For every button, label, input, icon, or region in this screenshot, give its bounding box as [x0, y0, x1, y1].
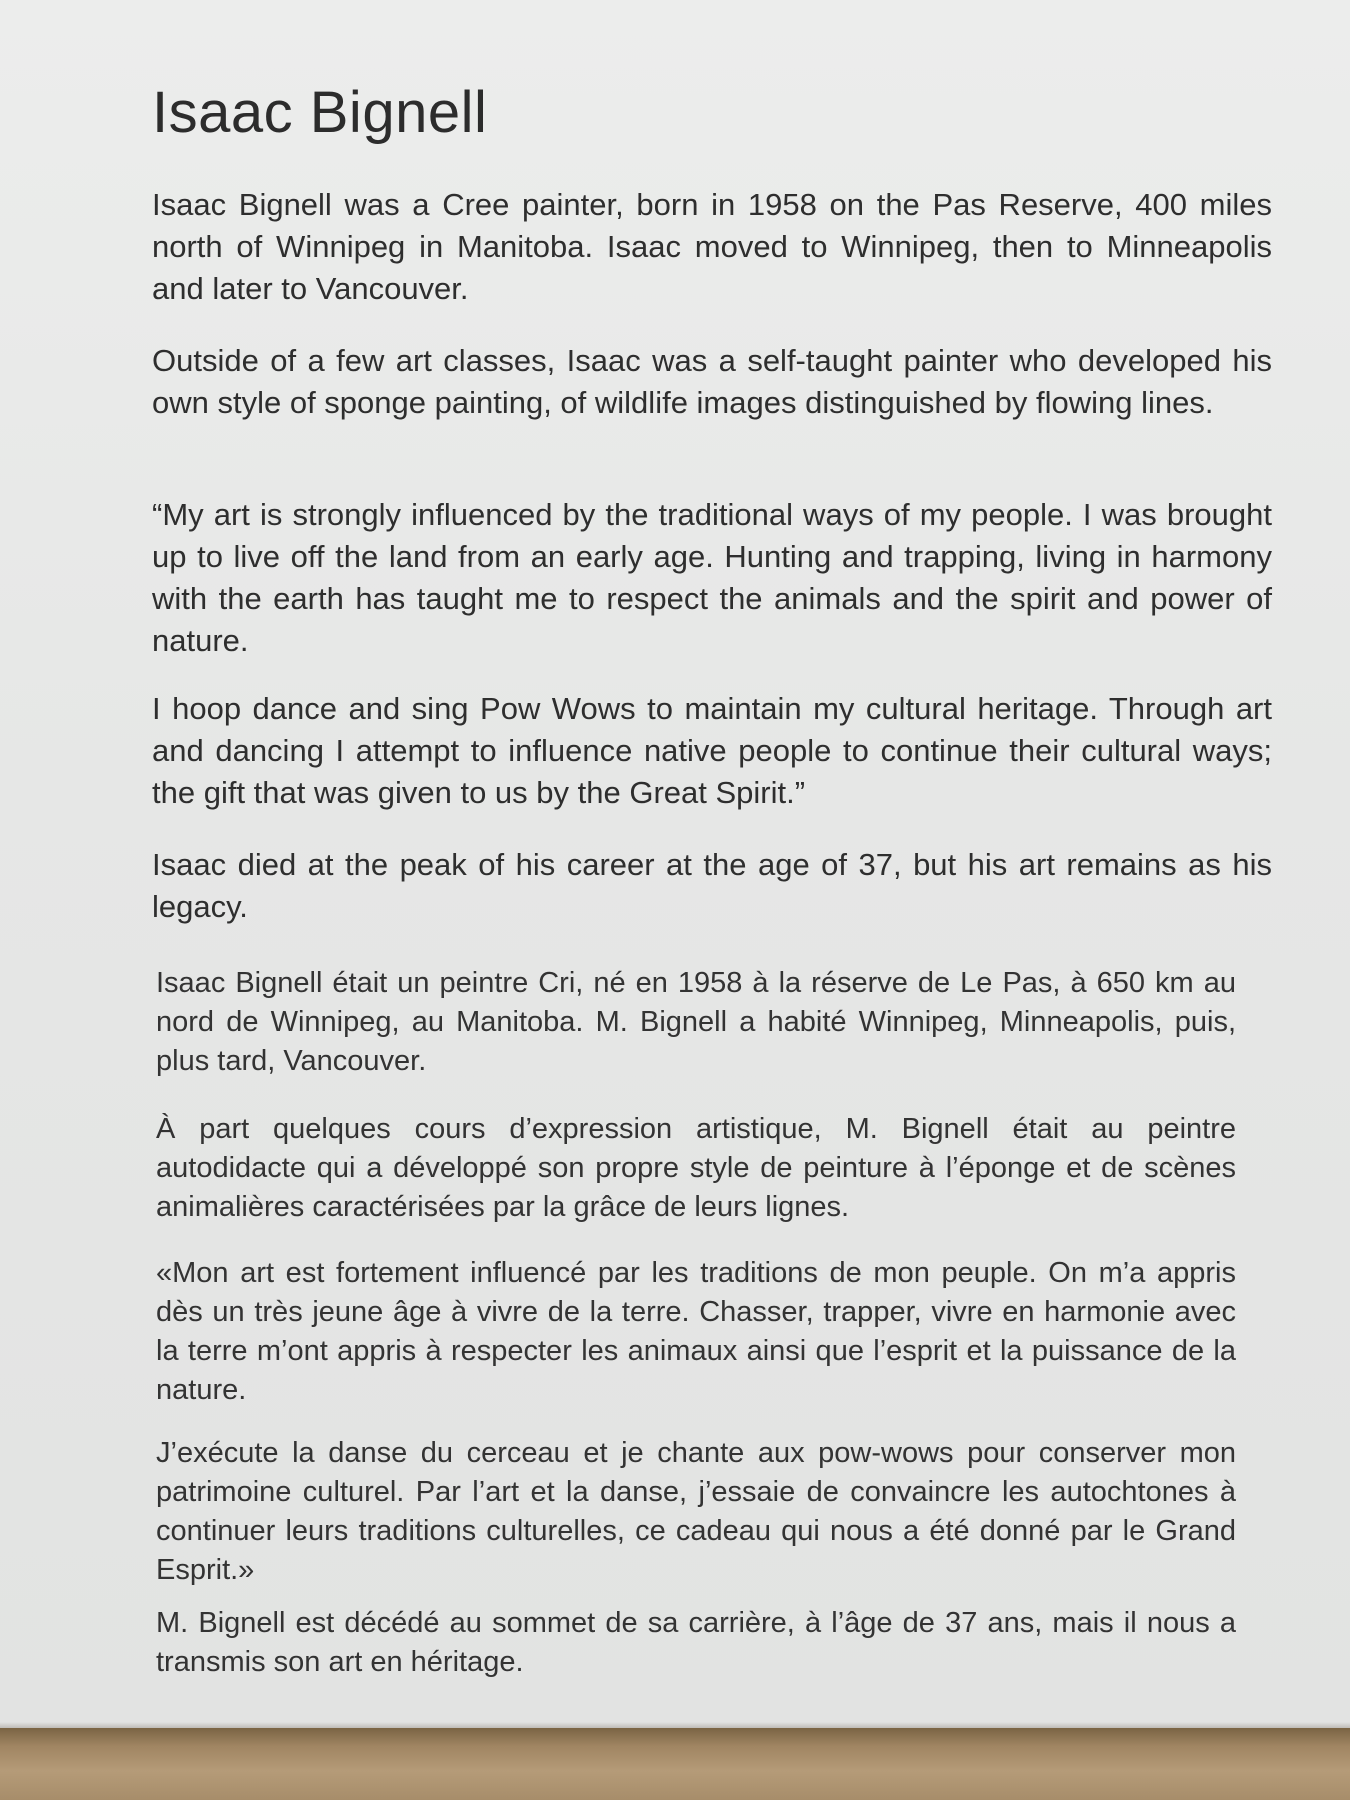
french-paragraph-4: J’exécute la danse du cerceau et je chante aux pow-wows pour conserver mon patrimoine culturel. Par l’art et la danse, j’essaie de convaincre les autochtones à continuer leurs traditions culturelles, ce cadeau qui nous a été donné par le Grand Esprit.» [156, 1437, 1236, 1586]
french-paragraph-1: Isaac Bignell était un peintre Cri, né en 1958 à la réserve de Le Pas, à 650 km au nord de Winnipeg, au Manitoba. M. Bignell a habité Winnipeg, Minneapolis, puis, plus tard, Vancouver. [156, 967, 1236, 1077]
french-paragraph-2: À part quelques cours d’expression artistique, M. Bignell était au peintre autodidacte qui a développé son propre style de peinture à l’éponge et de scènes animalières caractérisées par la grâce de leurs lignes. [156, 1113, 1236, 1223]
french-paragraph-3: «Mon art est fortement influencé par les traditions de mon peuple. On m’a appris dès un très jeune âge à vivre de la terre. Chasser, trapper, vivre en harmonie avec la terre m’ont appris à respecter les animaux ainsi que l’esprit et la puissance de la nature. [156, 1257, 1236, 1406]
wood-surface [0, 1728, 1350, 1800]
english-paragraph-1: Isaac Bignell was a Cree painter, born in 1958 on the Pas Reserve, 400 miles north of Winnipeg in Manitoba. Isaac moved to Winnipeg, then to Minneapolis and later to Vancouver. [152, 187, 1272, 306]
page-title: Isaac Bignell [152, 80, 488, 145]
english-paragraph-5: Isaac died at the peak of his career at the age of 37, but his art remains as his legacy. [152, 847, 1272, 924]
english-paragraph-2: Outside of a few art classes, Isaac was a self-taught painter who developed his own style of sponge painting, of wildlife images distinguished by flowing lines. [152, 343, 1272, 420]
english-paragraph-4: I hoop dance and sing Pow Wows to maintain my cultural heritage. Through art and dancing I attempt to influence native people to continue their cultural ways; the gift that was given to us by the Great Spirit.” [152, 691, 1272, 810]
french-paragraph-5: M. Bignell est décédé au sommet de sa carrière, à l’âge de 37 ans, mais il nous a transmis son art en héritage. [156, 1607, 1236, 1678]
english-paragraph-3: “My art is strongly influenced by the traditional ways of my people. I was brought up to live off the land from an early age. Hunting and trapping, living in harmony with the earth has taught me to respect the animals and the spirit and power of nature. [152, 497, 1272, 658]
